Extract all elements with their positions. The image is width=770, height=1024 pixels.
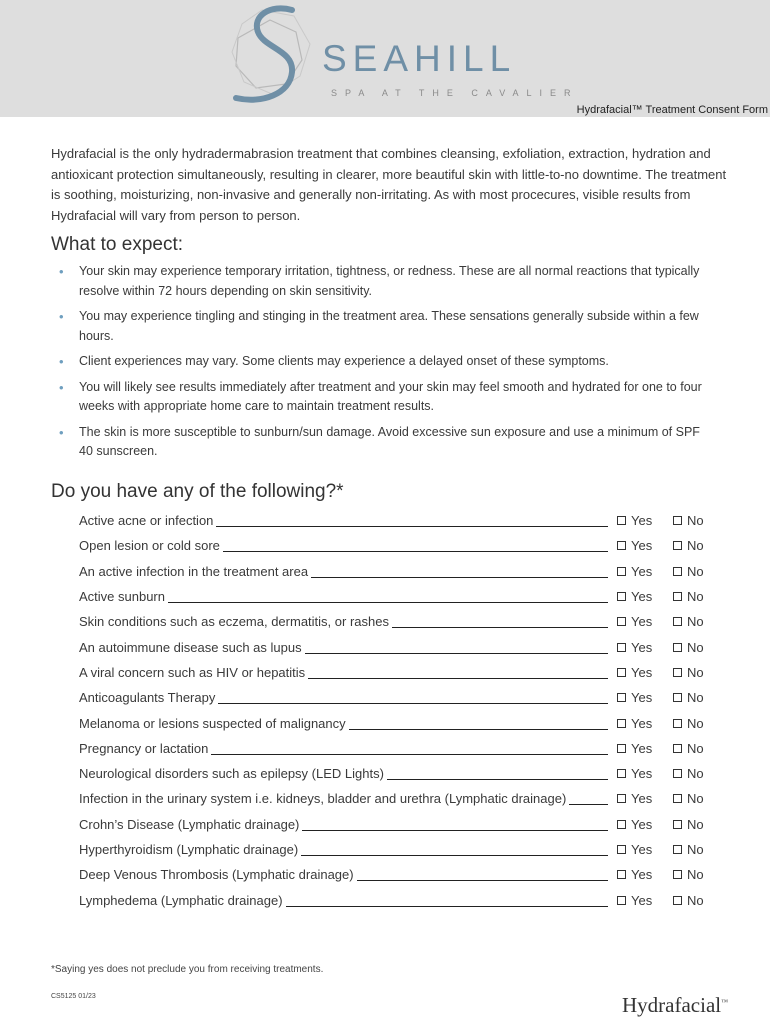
yes-label: Yes — [631, 563, 653, 579]
yes-option[interactable] — [617, 665, 673, 680]
question-row — [79, 609, 729, 634]
answer-line — [301, 855, 608, 856]
yes-label: Yes — [631, 867, 653, 883]
no-label: No — [687, 842, 704, 857]
yes-option[interactable] — [617, 766, 673, 781]
no-checkbox[interactable] — [673, 744, 682, 753]
no-label: No — [687, 816, 704, 832]
document-code: CS5125 01/23 — [51, 993, 96, 1000]
no-checkbox[interactable] — [673, 896, 682, 905]
question-label: Skin conditions such as eczema, dermatitis, or rashes — [79, 614, 389, 630]
no-option[interactable] — [673, 564, 729, 579]
no-label: No — [687, 563, 704, 579]
question-row — [79, 660, 729, 685]
yes-label: Yes — [631, 690, 653, 706]
no-checkbox[interactable] — [673, 516, 682, 525]
no-label: No — [687, 791, 704, 807]
no-checkbox[interactable] — [673, 668, 682, 677]
question-row — [79, 786, 729, 811]
answer-line — [357, 880, 608, 881]
question-label: Pregnancy or lactation — [79, 740, 209, 756]
no-checkbox[interactable] — [673, 845, 682, 854]
question-row — [79, 634, 729, 659]
no-option[interactable] — [673, 513, 729, 528]
yes-option[interactable] — [617, 867, 673, 882]
yes-label: Yes — [631, 538, 653, 554]
question-label: Hyperthyroidism (Lymphatic drainage) — [79, 842, 299, 857]
yes-label: Yes — [631, 715, 653, 731]
what-to-expect-heading: What to expect: — [51, 234, 184, 255]
answer-line — [286, 906, 608, 907]
no-option[interactable] — [673, 766, 729, 781]
footnote: *Saying yes does not preclude you from receiving treatments. — [51, 964, 324, 975]
no-option[interactable] — [673, 842, 729, 857]
question-row — [79, 508, 729, 533]
question-row — [79, 812, 729, 837]
no-checkbox[interactable] — [673, 870, 682, 879]
question-label: Melanoma or lesions suspected of malignancy — [79, 715, 346, 731]
no-option[interactable] — [673, 867, 729, 882]
answer-line — [305, 653, 608, 654]
question-label: Active sunburn — [79, 589, 165, 605]
yes-checkbox[interactable] — [617, 567, 626, 576]
question-list — [79, 508, 729, 913]
answer-line — [308, 678, 608, 679]
yes-checkbox[interactable] — [617, 516, 626, 525]
do-you-have-heading: Do you have any of the following?* — [51, 481, 344, 502]
yes-option[interactable] — [617, 817, 673, 832]
no-checkbox[interactable] — [673, 592, 682, 601]
bullet-icon: • — [59, 354, 64, 369]
no-label: No — [687, 538, 704, 554]
bullet-icon: • — [59, 379, 64, 395]
bullet-icon: • — [59, 424, 64, 440]
no-label: No — [687, 513, 704, 529]
question-label: An active infection in the treatment area — [79, 563, 309, 579]
yes-checkbox[interactable] — [617, 820, 626, 829]
yes-checkbox[interactable] — [617, 794, 626, 803]
no-option[interactable] — [673, 716, 729, 731]
no-checkbox[interactable] — [673, 567, 682, 576]
no-checkbox[interactable] — [673, 719, 682, 728]
answer-line — [349, 729, 608, 730]
yes-checkbox[interactable] — [617, 693, 626, 702]
question-row — [79, 584, 729, 609]
question-row — [79, 533, 729, 558]
no-label: No — [687, 766, 704, 782]
no-checkbox[interactable] — [673, 541, 682, 550]
logo-subtitle: SPA AT THE CAVALIER — [331, 88, 579, 98]
question-row — [79, 761, 729, 786]
question-row — [79, 887, 729, 912]
yes-option[interactable] — [617, 614, 673, 629]
no-label: No — [687, 715, 704, 731]
yes-label: Yes — [631, 791, 653, 807]
answer-line — [392, 627, 608, 628]
bullet-icon: • — [59, 309, 64, 324]
no-checkbox[interactable] — [673, 617, 682, 626]
yes-label: Yes — [631, 614, 653, 630]
expect-item: • The skin is more susceptible to sunburn/sun damage. Avoid excessive sun exposure and use a minimum of SPF 40 sunscreen. — [59, 424, 700, 458]
yes-option[interactable] — [617, 564, 673, 579]
answer-line — [311, 577, 608, 578]
yes-checkbox[interactable] — [617, 896, 626, 905]
no-option[interactable] — [673, 690, 729, 705]
no-label: No — [687, 740, 704, 756]
yes-option[interactable] — [617, 791, 673, 806]
no-checkbox[interactable] — [673, 820, 682, 829]
hydrafacial-logo: Hydrafacial™ — [622, 993, 728, 1017]
question-label: Neurological disorders such as epilepsy (LED Lights) — [79, 766, 384, 782]
yes-checkbox[interactable] — [617, 845, 626, 854]
question-label: Deep Venous Thrombosis (Lymphatic drainage) — [79, 867, 354, 883]
seahill-s-logo-icon — [222, 2, 318, 110]
no-option[interactable] — [673, 741, 729, 756]
no-option[interactable] — [673, 538, 729, 553]
question-label: A viral concern such as HIV or hepatitis — [79, 664, 306, 680]
question-label: Crohn’s Disease (Lymphatic drainage) — [79, 816, 300, 832]
no-option[interactable] — [673, 665, 729, 680]
logo-wordmark: SEAHILL — [322, 38, 517, 79]
no-label: No — [687, 664, 704, 680]
expect-item: • You may experience tingling and stinging in the treatment area. These sensations generally subside within a few hours. — [59, 309, 699, 343]
yes-label: Yes — [631, 639, 653, 655]
answer-line — [387, 779, 608, 780]
question-row — [79, 559, 729, 584]
no-checkbox[interactable] — [673, 643, 682, 652]
yes-label: Yes — [631, 766, 653, 782]
yes-label: Yes — [631, 589, 653, 605]
no-option[interactable] — [673, 614, 729, 629]
yes-checkbox[interactable] — [617, 769, 626, 778]
page-header — [0, 0, 770, 117]
no-option[interactable] — [673, 640, 729, 655]
no-checkbox[interactable] — [673, 769, 682, 778]
yes-option[interactable] — [617, 589, 673, 604]
answer-line — [216, 526, 608, 527]
yes-checkbox[interactable] — [617, 592, 626, 601]
yes-label: Yes — [631, 740, 653, 756]
yes-label: Yes — [631, 842, 653, 857]
no-option[interactable] — [673, 893, 729, 908]
yes-checkbox[interactable] — [617, 668, 626, 677]
yes-option[interactable] — [617, 690, 673, 705]
no-label: No — [687, 867, 704, 883]
question-label: Infection in the urinary system i.e. kidneys, bladder and urethra (Lymphatic drainage) — [79, 791, 567, 807]
yes-checkbox[interactable] — [617, 744, 626, 753]
yes-checkbox[interactable] — [617, 870, 626, 879]
no-label: No — [687, 589, 704, 605]
question-label: An autoimmune disease such as lupus — [79, 639, 302, 655]
no-option[interactable] — [673, 589, 729, 604]
expect-item: • Your skin may experience temporary irritation, tightness, or redness. These are all normal reactions that typically resolve within 72 hours depending on skin sensitivity. — [59, 264, 700, 298]
question-row — [79, 837, 729, 862]
question-label: Lymphedema (Lymphatic drainage) — [79, 892, 283, 908]
yes-option[interactable] — [617, 716, 673, 731]
question-row — [79, 685, 729, 710]
expect-item: • Client experiences may vary. Some clients may experience a delayed onset of these symptoms. — [56, 352, 716, 372]
answer-line — [569, 804, 608, 805]
yes-label: Yes — [631, 892, 653, 908]
no-checkbox[interactable] — [673, 794, 682, 803]
expect-list — [56, 262, 716, 468]
yes-checkbox[interactable] — [617, 719, 626, 728]
yes-option[interactable] — [617, 893, 673, 908]
question-row — [79, 710, 729, 735]
no-checkbox[interactable] — [673, 693, 682, 702]
no-label: No — [687, 639, 704, 655]
question-label: Anticoagulants Therapy — [79, 690, 216, 706]
answer-line — [302, 830, 608, 831]
answer-line — [223, 551, 608, 552]
yes-checkbox[interactable] — [617, 643, 626, 652]
yes-option[interactable] — [617, 538, 673, 553]
yes-checkbox[interactable] — [617, 541, 626, 550]
yes-checkbox[interactable] — [617, 617, 626, 626]
question-label: Active acne or infection — [79, 513, 214, 529]
no-label: No — [687, 892, 704, 908]
expect-item: • You will likely see results immediately after treatment and your skin may feel smooth and hydrated for one to four weeks with appropriate home care to maintain treatment results. — [59, 379, 702, 413]
form-title: Hydrafacial™ Treatment Consent Form — [576, 104, 768, 116]
no-option[interactable] — [673, 791, 729, 806]
no-label: No — [687, 614, 704, 630]
question-label: Open lesion or cold sore — [79, 538, 220, 554]
intro-paragraph: Hydrafacial is the only hydradermabrasion treatment that combines cleansing, exfoliation, extraction, hydration and antioxicant protection simultaneously, resulting in clearer, more beautiful skin with little-to-no downtime. The treatment is soothing, moisturizing, non-invasive and generally non-irritating. As with most procecures, visible results from Hydrafacial will vary from person to person. — [51, 146, 727, 223]
yes-option[interactable] — [617, 513, 673, 528]
yes-label: Yes — [631, 664, 653, 680]
no-option[interactable] — [673, 817, 729, 832]
yes-option[interactable] — [617, 741, 673, 756]
no-label: No — [687, 690, 704, 706]
answer-line — [211, 754, 608, 755]
question-row — [79, 736, 729, 761]
answer-line — [218, 703, 608, 704]
bullet-icon: • — [59, 264, 64, 279]
answer-line — [168, 602, 608, 603]
yes-label: Yes — [631, 513, 653, 529]
yes-option[interactable] — [617, 842, 673, 857]
yes-option[interactable] — [617, 640, 673, 655]
yes-label: Yes — [631, 816, 653, 832]
question-row — [79, 862, 729, 887]
